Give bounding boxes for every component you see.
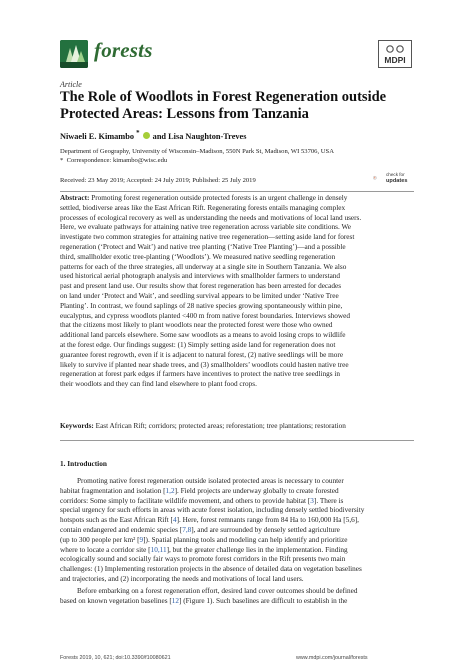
correspondence-mark: * [60,157,64,164]
section-heading: 1. Introduction [60,459,107,468]
author-name[interactable]: Niwaeli E. Kimambo [60,131,134,141]
citation-link[interactable]: 3 [310,496,314,505]
abstract-line: guarantee forest regrowth, even if it is adjacent to natural forest, (2) native seedlings will be more [60,350,344,359]
intro-line: contain endangered and endemic species [7,8], and are surrounded by densely settled agriculture [60,525,340,534]
intro-line: special urgency for such efforts in areas with acute forest isolation, including densely settled biodiversity [60,506,365,515]
title-line: Protected Areas: Lessons from Tanzania [60,106,309,122]
footer-citation: Forests 2019, 10, 621; doi:10.3390/f10080621 [60,655,171,661]
check-for-updates-icon[interactable] [373,172,385,186]
author-list [60,130,246,141]
publisher-logo-text: MDPI [384,55,406,65]
keywords-label: Keywords: [60,422,94,430]
journal-logo-icon [60,40,88,68]
abstract-line: patterns for each of the three strategies, all underway at a single site in Southern Tanzania. We also [60,262,347,271]
orcid-icon[interactable] [143,132,150,139]
intro-line: and trajectories, and (2) incorporating the needs and motivations of local land users. [60,574,304,583]
citation-link[interactable]: 7,8 [182,525,192,534]
abstract-line: processes of ecological recovery as well as understanding the needs and motivations of local land users. [60,213,362,222]
intro-line: based on known vegetation baselines [12] (Figure 1). Such baselines are difficult to establish in the [60,596,348,605]
intro-line: habitat fragmentation and isolation [1,2]. Field projects are underway globally to create forested [60,486,339,495]
abstract-line: eucalyptus, and cypress woodlots planted <400 m from native forest boundaries. Interviews showed [60,311,350,320]
abstract-line: investigate two common strategies for attaining native tree regeneration—setting aside land for forest [60,233,355,242]
check-for-updates-line1: check for [386,172,405,177]
publisher-mark-icon [384,43,406,55]
abstract-line: used historical aerial photograph analysis and interviews with smallholder farmers to understand [60,272,341,281]
intro-line: hotspots such as the East African Rift [4]. Here, forest remnants range from 84 Ha to 160,000 Ha [5,6], [60,516,359,525]
divider [60,191,414,192]
article-dates: Received: 23 May 2019; Accepted: 24 July 2019; Published: 25 July 2019 [60,177,256,184]
footer-url[interactable]: www.mdpi.com/journal/forests [296,655,368,661]
abstract-line: Abstract: Promoting forest regeneration outside protected forests is an urgent challenge in densely [60,194,348,202]
abstract-line: likely to survive if planted near shade trees, and (3) smallholders’ woodlots could hasten native tree [60,360,349,369]
citation-link[interactable]: 12 [171,596,179,605]
abstract-line: on land under ‘Protect and Wait’, and seedling survival appears to be limited under ‘Native Tree [60,291,339,300]
affiliation: Department of Geography, University of Wisconsin–Madison, 550N Park St, Madison, WI 53706, USA [60,148,334,155]
intro-line: (up to 300 people per km² [9]). Spatial planning tools and modeling can help identify and prioritize [60,535,348,544]
divider [60,440,414,441]
abstract-line: additional land parcels elsewhere. Some saw woodlots as a means to avoid losing crops to wildlife [60,331,346,340]
citation-link[interactable]: 10,11 [150,545,167,554]
intro-line: ecologically sound and socially fair ways to promote forest corridors in the Rift presents two main [60,555,346,564]
citation-link[interactable]: 1,2 [165,486,175,495]
check-for-updates-label[interactable] [386,172,407,184]
citation-link[interactable]: 9 [139,535,144,544]
abstract-line: third, smallholder exotic tree-planting (‘Woodlots’). We measured native seedling regeneration [60,252,336,261]
title-line: The Role of Woodlots in Forest Regeneration outside [60,89,387,105]
affiliation-block [60,147,334,165]
check-for-updates-line2: updates [386,177,408,184]
keywords [60,422,414,432]
intro-paragraph [60,477,414,585]
abstract-line: past and present land use. Our results show that forest regeneration has been arrested for decades [60,282,342,291]
abstract-line: settled, biodiverse areas like the East African Rift. Regenerating forests entails managing complex [60,203,346,212]
abstract-line: Here, we evaluate pathways for attaining native tree regeneration across variable site conditions. We [60,223,351,232]
article-type: Article [60,80,82,89]
intro-line: where to locate a corridor site [10,11], but the greater challenge lies in the implementation. Finding [60,545,348,554]
article-title [60,89,420,123]
journal-name[interactable]: forests [94,38,153,62]
abstract-line: Planting’. In contrast, we found saplings of 28 native species growing spontaneously within pine, [60,301,343,310]
abstract-line: their woodlots and they can find land elsewhere to plant food crops. [60,380,257,389]
abstract-line: regeneration at forest park edges if farmers have incentives to protect the native tree seedlings in [60,370,341,379]
keywords-text: East African Rift; corridors; protected areas; reforestation; tree plantations; restoration [95,422,346,430]
correspondence-label: Correspondence: [66,157,112,164]
abstract-line: that the citizens most likely to plant woodlots near the protected forest were those who owned [60,321,333,330]
intro-line: challenges: (1) Implementing restoration projects in the absence of detailed data on vegetation baselines [60,565,362,574]
intro-line: corridors: Some simply to facilitate wildlife movement, and others to provide habitat [3]. There is [60,496,344,505]
author-connector: and [152,131,167,141]
intro-line: Before embarking on a forest regeneration effort, desired land cover outcomes should be defined [77,587,358,595]
citation-link[interactable]: 4 [172,516,177,525]
correspondence [60,156,334,165]
abstract-line: regeneration (‘Protect and Wait’) and native tree planting (‘Native Tree Planting’)—and a possible [60,242,346,251]
intro-paragraph [60,587,414,607]
abstract [60,194,414,390]
correspondence-email[interactable]: kimambo@wisc.edu [112,157,168,164]
author-name[interactable]: Lisa Naughton-Treves [168,131,247,141]
author-mark: * [136,130,140,137]
abstract-label: Abstract: [60,194,90,202]
intro-line: Promoting native forest regeneration outside isolated protected areas is necessary to counter [77,477,344,485]
abstract-line: at the forest edge. Our findings suggest: (1) Simply setting aside land for regeneration does not [60,340,336,349]
